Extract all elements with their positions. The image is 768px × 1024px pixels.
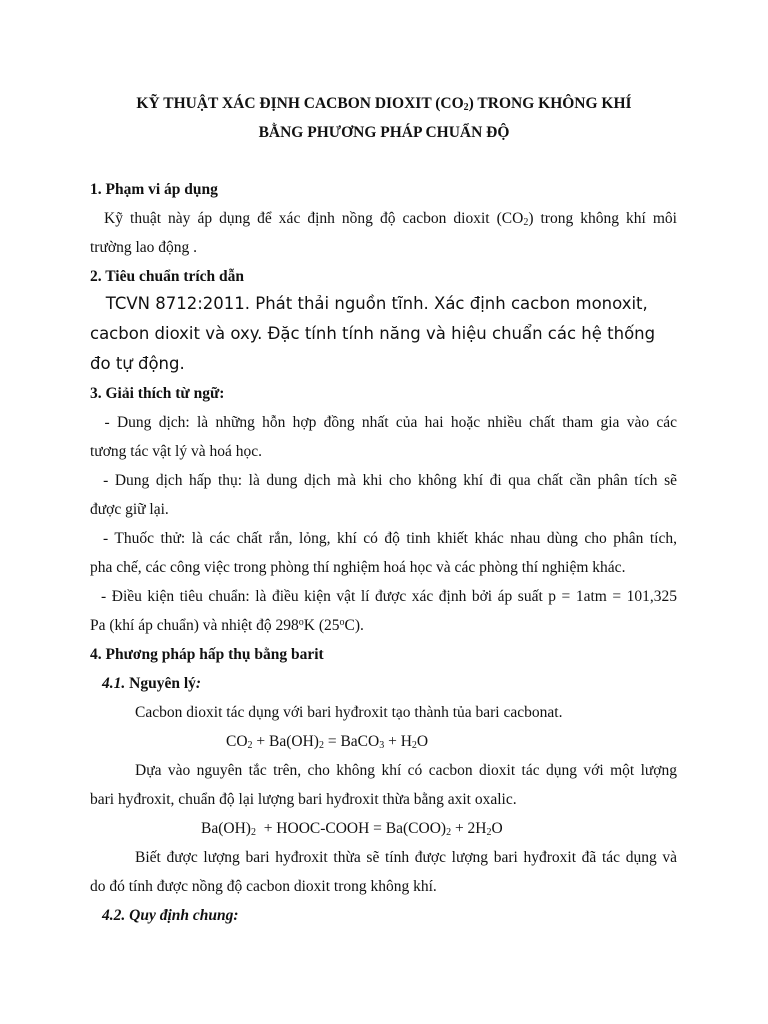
section-4-heading: 4. Phương pháp hấp thụ bằng barit bbox=[90, 646, 324, 663]
subsection-4-2-heading: 4.2. Quy định chung: bbox=[102, 907, 239, 924]
doc-title-line-2: BẰNG PHƯƠNG PHÁP CHUẨN ĐỘ bbox=[258, 124, 510, 141]
section-2-text-line-3: đo tự động. bbox=[90, 354, 185, 373]
equation-1: $CO_2 + Ba(OH)_2$ = BaCO$_3$ + $H_2O$ bbox=[226, 733, 429, 751]
section-3-heading: 3. Giải thích từ ngữ: bbox=[90, 385, 225, 402]
section-1-text-line-1: Kỹ thuật này áp dụng để xác định nồng độ cacbon dioxit $(CO_2)$ trong không khí môi bbox=[90, 210, 677, 228]
definition-dieu-kien-line-2: Pa (khí áp chuẩn) và nhiệt độ 298$^o$K (25$^o$C). bbox=[90, 617, 364, 634]
definition-dung-dich-hap-thu-line-1: - Dung dịch hấp thụ: là dung dịch mà khi cho không khí đi qua chất cần phân tích sẽ bbox=[90, 472, 677, 489]
section-2-text-line-1: TCVN 8712:2011. Phát thải nguồn tĩnh. Xác định cacbon monoxit, bbox=[90, 294, 648, 313]
definition-dung-dich-hap-thu-line-2: được giữ lại. bbox=[90, 501, 169, 518]
section-2-heading: 2. Tiêu chuẩn trích dẫn bbox=[90, 268, 245, 285]
subsection-4-1-heading: 4.1. Nguyên lý: bbox=[102, 675, 202, 692]
definition-thuoc-thu-line-1: - Thuốc thử: là các chất rắn, lỏng, khí có độ tinh khiết khác nhau dùng cho phân tích, bbox=[90, 530, 677, 547]
method-text-line-2: bari hyđroxit, chuẩn độ lại lượng bari hyđroxit thừa bằng axit oxalic. bbox=[90, 791, 517, 808]
section-1-text-line-2: trường lao động . bbox=[90, 239, 198, 256]
calculation-text-line-1: Biết được lượng bari hyđroxit thừa sẽ tính được lượng bari hyđroxit đã tác dụng và bbox=[135, 849, 677, 866]
definition-dung-dich-line-1: - Dung dịch: là những hỗn hợp đồng nhất của hai hoặc nhiều chất tham gia vào các bbox=[90, 414, 677, 431]
principle-text: Cacbon dioxit tác dụng với bari hyđroxit tạo thành tủa bari cacbonat. bbox=[135, 704, 563, 721]
method-text-line-1: Dựa vào nguyên tắc trên, cho không khí có cacbon dioxit tác dụng với một lượng bbox=[135, 762, 677, 779]
definition-dieu-kien-line-1: - Điều kiện tiêu chuẩn: là điều kiện vật lí được xác định bởi áp suất p = 1atm = 101,325 bbox=[90, 588, 677, 605]
section-2-text-line-2: cacbon dioxit và oxy. Đặc tính tính năng và hiệu chuẩn các hệ thống bbox=[90, 324, 656, 343]
doc-title-line-1: KỸ THUẬT XÁC ĐỊNH CACBON DIOXIT $(CO_2)$ TRONG KHÔNG KHÍ bbox=[136, 95, 632, 113]
section-1-heading: 1. Phạm vi áp dụng bbox=[90, 181, 218, 198]
equation-2: $Ba(OH)_2$ + HOOC-COOH = $Ba(COO)_2 + 2H_2O$ bbox=[201, 820, 503, 838]
definition-thuoc-thu-line-2: pha chế, các công việc trong phòng thí nghiệm hoá học và các phòng thí nghiệm khác. bbox=[90, 559, 626, 576]
calculation-text-line-2: do đó tính được nồng độ cacbon dioxit trong không khí. bbox=[90, 878, 437, 895]
definition-dung-dich-line-2: tương tác vật lý và hoá học. bbox=[90, 443, 262, 460]
